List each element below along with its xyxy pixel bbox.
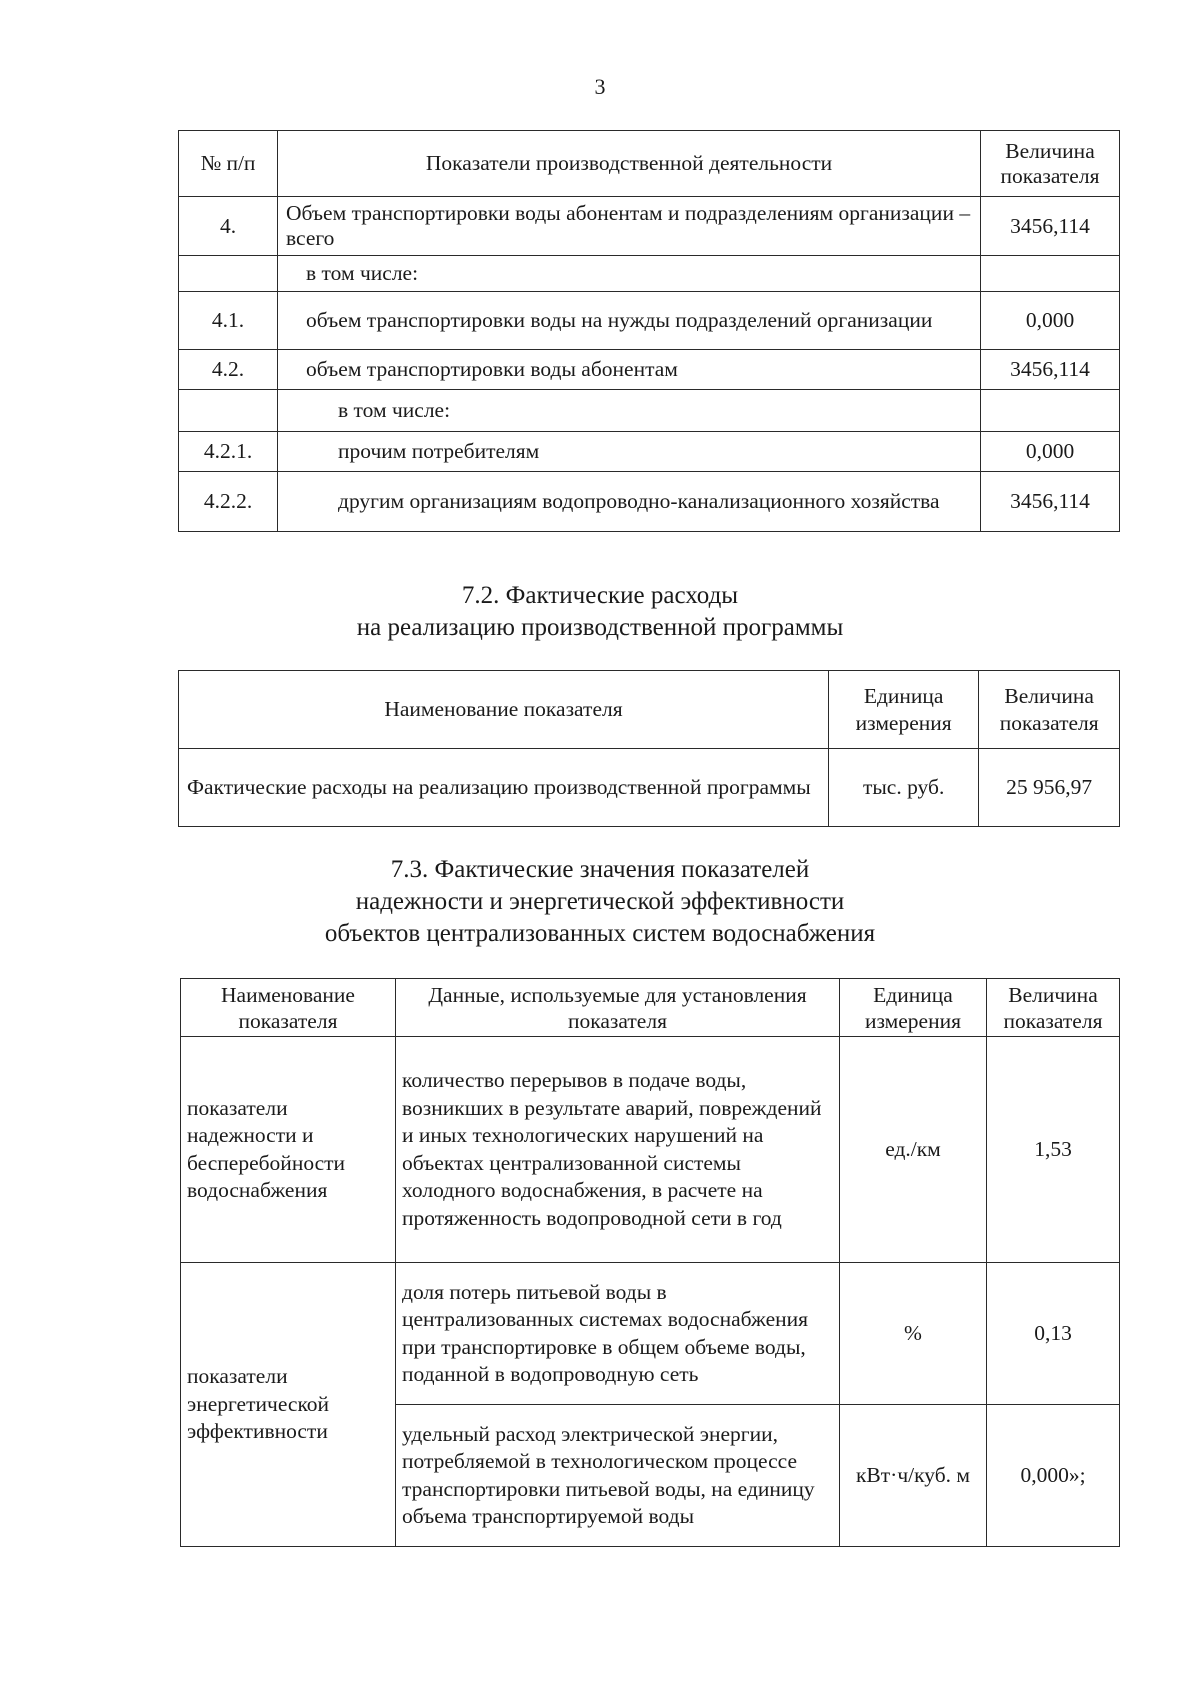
table-row (179, 472, 1120, 532)
row-value: 0,000 (981, 292, 1120, 350)
row-data: количество перерывов в подаче воды, возникших в результате аварий, повреждений и иных технологических нарушений на объектах централизованной системы холодного водоснабжения, в расчете на протяженность водопроводной сети в год (396, 1037, 840, 1263)
row-num: 4.1. (179, 292, 278, 350)
row-name: показатели надежности и бесперебойности водоснабжения (181, 1037, 396, 1263)
row-num: 4.2.1. (179, 432, 278, 472)
row-name: в том числе: (278, 390, 981, 432)
actual-expenses-table (178, 670, 1120, 827)
section-title-line: 7.2. Фактические расходы (461, 582, 739, 609)
table-row (179, 432, 1120, 472)
row-num (179, 390, 278, 432)
row-name: показатели энергетической эффективности (181, 1263, 396, 1547)
row-value: 25 956,97 (979, 749, 1120, 827)
row-name: объем транспортировки воды абонентам (278, 350, 981, 390)
row-value (981, 256, 1120, 292)
table-header-row (179, 671, 1120, 749)
section-heading-7-3 (0, 854, 1200, 950)
table-row (179, 292, 1120, 350)
column-header-unit: Единица измерения (840, 979, 987, 1037)
row-unit: тыс. руб. (828, 749, 978, 827)
row-num: 4.2. (179, 350, 278, 390)
row-data: доля потерь питьевой воды в централизованных системах водоснабжения при транспортировке в общем объеме воды, поданной в водопроводную сеть (396, 1263, 840, 1405)
column-header-name: Наименование показателя (179, 671, 829, 749)
section-title-line: надежности и энергетической эффективности (355, 888, 845, 915)
table-row (179, 749, 1120, 827)
row-value: 0,13 (987, 1263, 1120, 1405)
row-num (179, 256, 278, 292)
column-header-name: Наименование показателя (181, 979, 396, 1037)
table-row (179, 350, 1120, 390)
section-title-line: 7.3. Фактические значения показателей (390, 856, 810, 883)
table-row (181, 1037, 1120, 1263)
row-name: в том числе: (278, 256, 981, 292)
row-unit: кВт·ч/куб. м (840, 1405, 987, 1547)
page-number: 3 (594, 74, 606, 99)
row-value: 1,53 (987, 1037, 1120, 1263)
row-name: объем транспортировки воды на нужды подразделений организации (278, 292, 981, 350)
column-header-name: Показатели производственной деятельности (278, 131, 981, 197)
row-value: 0,000»; (987, 1405, 1120, 1547)
section-title-line: на реализацию производственной программы (356, 614, 844, 641)
row-num: 4. (179, 197, 278, 256)
column-header-num: № п/п (179, 131, 278, 197)
row-value (981, 390, 1120, 432)
row-value: 3456,114 (981, 197, 1120, 256)
column-header-value: Величина показателя (979, 671, 1120, 749)
table-row (179, 197, 1120, 256)
section-title-line: объектов централизованных систем водоснабжения (324, 920, 876, 947)
table-row (181, 1263, 1120, 1405)
row-value: 0,000 (981, 432, 1120, 472)
column-header-unit: Единица измерения (828, 671, 978, 749)
row-unit: ед./км (840, 1037, 987, 1263)
row-name: Фактические расходы на реализацию производственной программы (179, 749, 829, 827)
reliability-efficiency-table (180, 978, 1120, 1547)
table-header-row (181, 979, 1120, 1037)
row-unit: % (840, 1263, 987, 1405)
column-header-value: Величина показателя (987, 979, 1120, 1037)
production-indicators-table (178, 130, 1120, 532)
column-header-data: Данные, используемые для установления показателя (396, 979, 840, 1037)
row-num: 4.2.2. (179, 472, 278, 532)
table-row (179, 390, 1120, 432)
section-heading-7-2 (0, 580, 1200, 644)
row-name: другим организациям водопроводно-канализационного хозяйства (278, 472, 981, 532)
column-header-value: Величина показателя (981, 131, 1120, 197)
table-header-row (179, 131, 1120, 197)
row-data: удельный расход электрической энергии, потребляемой в технологическом процессе транспортировки питьевой воды, на единицу объема транспортируемой воды (396, 1405, 840, 1547)
row-name: Объем транспортировки воды абонентам и подразделениям организации – всего (278, 197, 981, 256)
row-value: 3456,114 (981, 472, 1120, 532)
row-value: 3456,114 (981, 350, 1120, 390)
table-row (179, 256, 1120, 292)
row-name: прочим потребителям (278, 432, 981, 472)
